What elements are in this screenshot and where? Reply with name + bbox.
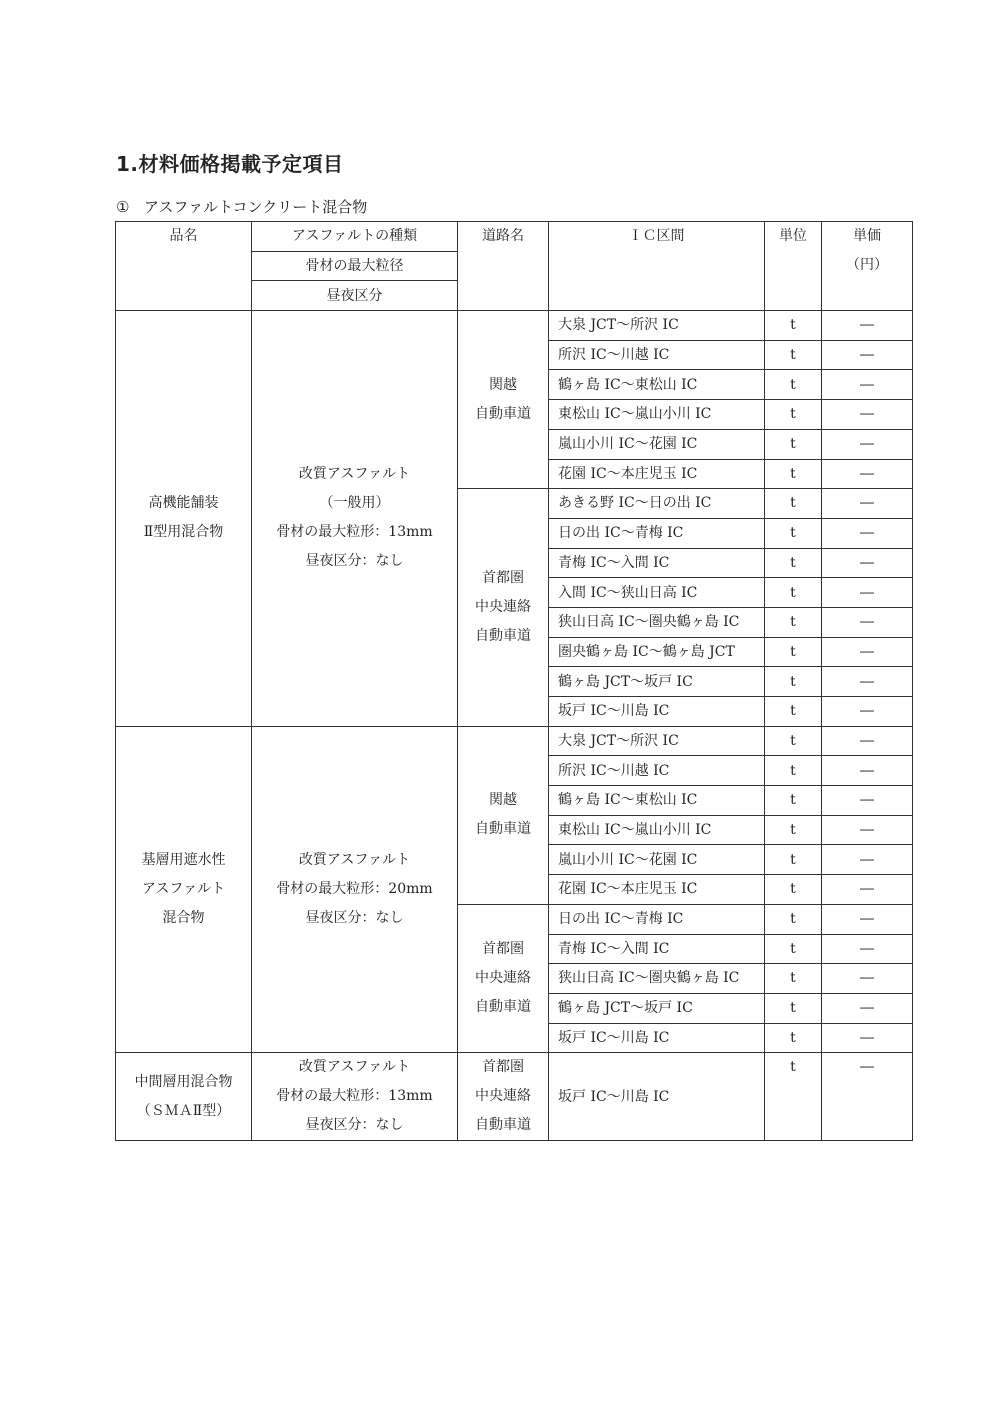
- ic-section-cell: 所沢 IC～川越 IC: [549, 756, 765, 786]
- unit-cell: t: [765, 1053, 822, 1141]
- road-name-line: 自動車道: [475, 999, 531, 1016]
- ic-section-cell: 青梅 IC～入間 IC: [549, 934, 765, 964]
- spec-line: 改質アスファルト: [298, 1059, 411, 1076]
- unit-cell: t: [765, 786, 822, 816]
- spec-line: 昼夜区分：なし: [305, 553, 404, 570]
- unit-price-cell: ―: [822, 697, 913, 727]
- unit-price-cell: ―: [822, 489, 913, 519]
- unit-cell: t: [765, 429, 822, 459]
- spec-cell: [252, 1053, 458, 1141]
- item-name-cell: [116, 726, 252, 1053]
- ic-section-cell: 花園 IC～本庄児玉 IC: [549, 875, 765, 905]
- unit-price-cell: ―: [822, 459, 913, 489]
- item-name-cell: [116, 1053, 252, 1141]
- ic-section-cell: 狭山日高 IC～圏央鶴ヶ島 IC: [549, 607, 765, 637]
- unit-price-cell: ―: [822, 370, 913, 400]
- road-name-cell: [458, 904, 549, 1052]
- spec-line: 昼夜区分：なし: [305, 909, 404, 926]
- unit-price-cell: ―: [822, 637, 913, 667]
- unit-cell: t: [765, 845, 822, 875]
- item-name-line: 基層用遮水性: [141, 851, 226, 868]
- header-day-night: 昼夜区分: [252, 281, 458, 311]
- road-name-line: 自動車道: [475, 405, 531, 422]
- road-name-line: 首都圏: [482, 569, 524, 586]
- road-name-line: 自動車道: [475, 627, 531, 644]
- table-row: [116, 311, 913, 341]
- unit-price-cell: ―: [822, 875, 913, 905]
- ic-section-cell: 入間 IC～狭山日高 IC: [549, 578, 765, 608]
- spec-line: 改質アスファルト: [298, 851, 411, 868]
- unit-cell: t: [765, 400, 822, 430]
- item-name-line: Ⅱ型用混合物: [143, 524, 224, 541]
- spec-cell: [252, 311, 458, 727]
- unit-price-cell: ―: [822, 667, 913, 697]
- item-name-line: アスファルト: [141, 880, 226, 897]
- unit-cell: t: [765, 311, 822, 341]
- unit-cell: t: [765, 1023, 822, 1053]
- ic-section-cell: 狭山日高 IC～圏央鶴ヶ島 IC: [549, 964, 765, 994]
- unit-price-cell: ―: [822, 548, 913, 578]
- unit-price-cell: ―: [822, 429, 913, 459]
- unit-price-cell: ―: [822, 815, 913, 845]
- spec-line: 改質アスファルト: [298, 466, 411, 483]
- ic-section-cell: 日の出 IC～青梅 IC: [549, 518, 765, 548]
- section-title-text: アスファルトコンクリート混合物: [144, 198, 368, 216]
- material-price-table: [115, 221, 913, 1141]
- ic-section-cell: 嵐山小川 IC～花園 IC: [549, 845, 765, 875]
- unit-price-cell: ―: [822, 311, 913, 341]
- road-name-cell: [458, 311, 549, 489]
- road-name-line: 首都圏: [482, 941, 524, 958]
- road-name-line: 中央連絡: [475, 970, 531, 987]
- ic-section-cell: 大泉 JCT～所沢 IC: [549, 311, 765, 341]
- item-name-line: 中間層用混合物: [134, 1073, 233, 1090]
- page-heading: 1.材料価格掲載予定項目: [116, 152, 344, 176]
- unit-price-cell: ―: [822, 340, 913, 370]
- road-name-line: 関越: [489, 376, 517, 393]
- unit-price-cell: ―: [822, 786, 913, 816]
- unit-price-cell: ―: [822, 756, 913, 786]
- ic-section-cell: 坂戸 IC～川島 IC: [549, 697, 765, 727]
- ic-section-cell: 鶴ヶ島 IC～東松山 IC: [549, 370, 765, 400]
- section-marker: ①: [116, 198, 130, 216]
- header-row: [116, 222, 913, 252]
- item-name-cell: [116, 311, 252, 727]
- spec-line: 骨材の最大粒形：20mm: [276, 880, 433, 897]
- header-unit-price-line2: （円）: [846, 257, 888, 273]
- spec-line: （一般用）: [319, 495, 390, 512]
- table-row: [116, 726, 913, 756]
- unit-cell: t: [765, 370, 822, 400]
- road-name-line: 中央連絡: [475, 598, 531, 615]
- road-name-cell: [458, 489, 549, 727]
- unit-cell: t: [765, 489, 822, 519]
- ic-section-cell: 坂戸 IC～川島 IC: [549, 1053, 765, 1141]
- ic-section-cell: 嵐山小川 IC～花園 IC: [549, 429, 765, 459]
- unit-cell: t: [765, 340, 822, 370]
- table-row: [116, 1053, 913, 1141]
- header-ic-section: ＩＣ区間: [549, 222, 765, 311]
- unit-cell: t: [765, 934, 822, 964]
- ic-section-cell: 所沢 IC～川越 IC: [549, 340, 765, 370]
- unit-cell: t: [765, 607, 822, 637]
- road-name-line: 関越: [489, 792, 517, 809]
- ic-section-cell: 青梅 IC～入間 IC: [549, 548, 765, 578]
- header-item-name: 品名: [116, 222, 252, 311]
- unit-price-cell: ―: [822, 1053, 913, 1141]
- unit-cell: t: [765, 756, 822, 786]
- spec-cell: [252, 726, 458, 1053]
- unit-cell: t: [765, 518, 822, 548]
- unit-cell: t: [765, 875, 822, 905]
- header-unit-price: [822, 222, 913, 311]
- ic-section-cell: 日の出 IC～青梅 IC: [549, 904, 765, 934]
- item-name-line: 高機能舗装: [148, 495, 219, 512]
- ic-section-cell: 花園 IC～本庄児玉 IC: [549, 459, 765, 489]
- unit-price-cell: ―: [822, 726, 913, 756]
- unit-cell: t: [765, 964, 822, 994]
- road-name-cell: [458, 726, 549, 904]
- header-road-name: 道路名: [458, 222, 549, 311]
- spec-line: 昼夜区分：なし: [305, 1117, 404, 1134]
- unit-cell: t: [765, 697, 822, 727]
- road-name-line: 自動車道: [475, 821, 531, 838]
- ic-section-cell: 東松山 IC～嵐山小川 IC: [549, 815, 765, 845]
- unit-price-cell: ―: [822, 934, 913, 964]
- ic-section-cell: 圏央鶴ヶ島 IC～鶴ヶ島 JCT: [549, 637, 765, 667]
- unit-price-cell: ―: [822, 400, 913, 430]
- header-unit: 単位: [765, 222, 822, 311]
- unit-cell: t: [765, 667, 822, 697]
- unit-price-cell: ―: [822, 845, 913, 875]
- table-body: [116, 311, 913, 1141]
- section-title: [116, 196, 367, 217]
- ic-section-cell: 大泉 JCT～所沢 IC: [549, 726, 765, 756]
- unit-cell: t: [765, 815, 822, 845]
- item-name-line: （ＳＭＡⅡ型）: [136, 1102, 231, 1119]
- item-name-line: 混合物: [162, 909, 205, 926]
- unit-price-cell: ―: [822, 964, 913, 994]
- unit-price-cell: ―: [822, 904, 913, 934]
- unit-price-cell: ―: [822, 578, 913, 608]
- ic-section-cell: 東松山 IC～嵐山小川 IC: [549, 400, 765, 430]
- ic-section-cell: 鶴ヶ島 IC～東松山 IC: [549, 786, 765, 816]
- header-asphalt-type: アスファルトの種類: [252, 222, 458, 252]
- unit-cell: t: [765, 637, 822, 667]
- road-name-line: 中央連絡: [475, 1088, 531, 1105]
- unit-price-cell: ―: [822, 518, 913, 548]
- unit-cell: t: [765, 578, 822, 608]
- spec-line: 骨材の最大粒形：13mm: [276, 1088, 433, 1105]
- unit-cell: t: [765, 904, 822, 934]
- spec-line: 骨材の最大粒形：13mm: [276, 524, 433, 541]
- unit-price-cell: ―: [822, 1023, 913, 1053]
- road-name-line: 首都圏: [482, 1059, 524, 1076]
- unit-cell: t: [765, 993, 822, 1023]
- road-name-cell: [458, 1053, 549, 1141]
- ic-section-cell: 坂戸 IC～川島 IC: [549, 1023, 765, 1053]
- road-name-line: 自動車道: [475, 1117, 531, 1134]
- ic-section-cell: 鶴ヶ島 JCT～坂戸 IC: [549, 993, 765, 1023]
- unit-cell: t: [765, 548, 822, 578]
- ic-section-cell: あきる野 IC～日の出 IC: [549, 489, 765, 519]
- ic-section-cell: 鶴ヶ島 JCT～坂戸 IC: [549, 667, 765, 697]
- unit-cell: t: [765, 459, 822, 489]
- unit-price-cell: ―: [822, 993, 913, 1023]
- header-unit-price-line1: 単価: [853, 228, 881, 244]
- unit-cell: t: [765, 726, 822, 756]
- unit-price-cell: ―: [822, 607, 913, 637]
- header-aggregate-size: 骨材の最大粒径: [252, 251, 458, 281]
